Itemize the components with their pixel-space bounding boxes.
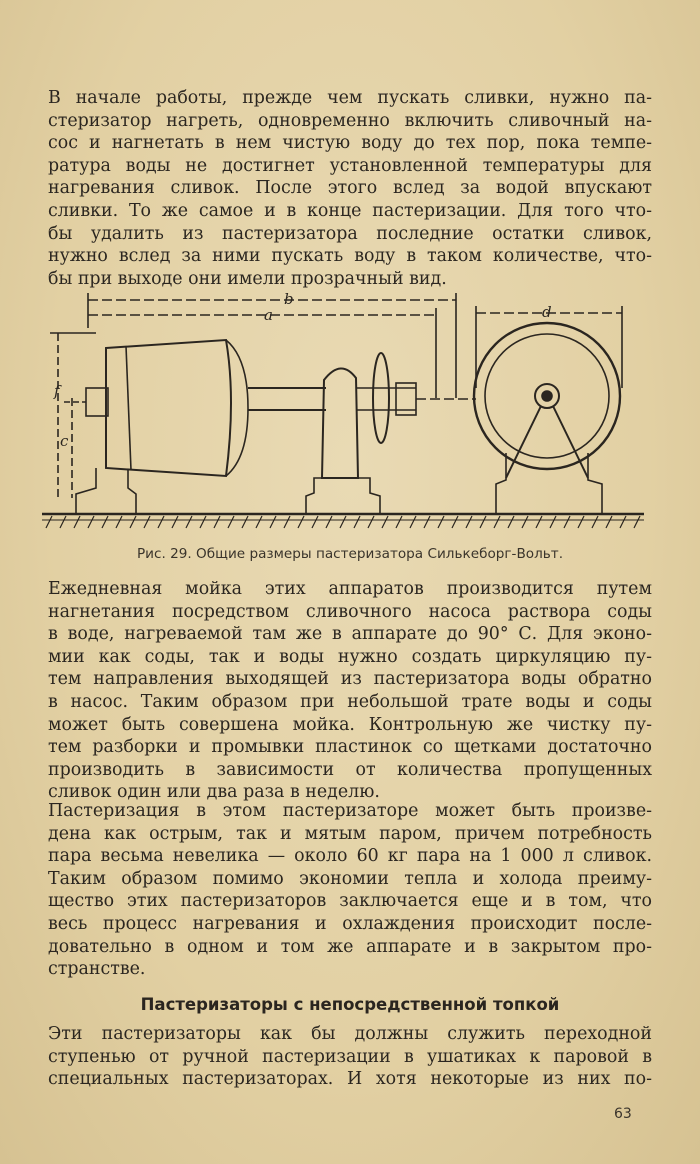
dimension-label-c: c [60, 432, 69, 450]
text-line: бы удалить из пастеризатора последние остатки сливок, [48, 223, 652, 244]
text-line: нагнетания посредством сливочного насоса раствора соды [48, 601, 652, 622]
text-line: бы при выходе они имели прозрачный вид. [48, 268, 447, 289]
text-line: в воде, нагреваемой там же в аппарате до 90° С. Для эконо- [48, 624, 652, 645]
dimension-label-b: b [284, 290, 294, 308]
text-line: дена как острым, так и мятым паром, причем потребность [48, 823, 652, 844]
text-line: специальных пастеризаторах. И хотя некоторые из них по- [48, 1069, 652, 1090]
text-line: Пастеризация в этом пастеризаторе может быть произве- [48, 801, 652, 821]
text-line: мии как соды, так и воды нужно создать циркуляцию пу- [48, 646, 652, 667]
pasteurizer-figure [36, 288, 650, 538]
dimension-label-a: a [264, 306, 273, 324]
text-line: пара весьма невелика — около 60 кг пара на 1 000 л сливок. [48, 846, 652, 867]
text-line: Таким образом помимо экономии тепла и холода преиму- [48, 868, 652, 889]
text-line: ступенью от ручной пастеризации в ушатиках к паровой в [48, 1046, 652, 1067]
dimension-label-f: f [54, 382, 60, 400]
text-line: ратура воды не достигнет установленной температуры для [48, 155, 652, 176]
text-line: Ежедневная мойка этих аппаратов производится путем [48, 579, 652, 599]
text-line: тем разборки и промывки пластинок со щетками достаточно [48, 737, 652, 758]
text-line: сос и нагнетать в нем чистую воду до тех пор, пока темпе- [48, 133, 652, 154]
page-number: 63 [614, 1106, 632, 1122]
section-heading: Пастеризаторы с непосредственной топкой [140, 995, 560, 1014]
text-line: Эти пастеризаторы как бы должны служить переходной [48, 1024, 652, 1044]
paragraph-3 [48, 800, 652, 981]
paragraph-4 [48, 1023, 652, 1091]
paragraph-1 [48, 87, 652, 290]
pasteurizer-drawing [36, 288, 650, 538]
text-line: нужно вслед за ними пускать воду в таком количестве, что- [48, 246, 652, 267]
dimension-label-d: d [542, 303, 552, 321]
text-line: сливок один или два раза в неделю. [48, 782, 380, 803]
text-line: странстве. [48, 959, 146, 980]
text-line: нагревания сливок. После этого вслед за водой впускают [48, 178, 652, 199]
text-line: в насос. Таким образом при небольшой трате воды и соды [48, 691, 652, 712]
figure-caption: Рис. 29. Общие размеры пастеризатора Силькеборг-Вольт. [136, 546, 564, 562]
text-line: производить в зависимости от количества пропущенных [48, 759, 652, 780]
text-line: тем направления выходящей из пастеризатора воды обратно [48, 669, 652, 690]
text-line: может быть совершена мойка. Контрольную же чистку пу- [48, 714, 652, 735]
paragraph-2 [48, 578, 652, 804]
text-line: сливки. То же самое и в конце пастеризации. Для того что- [48, 200, 652, 221]
text-line: В начале работы, прежде чем пускать сливки, нужно па- [48, 88, 652, 108]
text-line: стеризатор нагреть, одновременно включить сливочный на- [48, 110, 652, 131]
text-line: весь процесс нагревания и охлаждения происходит после- [48, 913, 652, 934]
text-line: щество этих пастеризаторов заключается еще и в том, что [48, 891, 652, 912]
text-line: довательно в одном и том же аппарате и в закрытом про- [48, 936, 652, 957]
